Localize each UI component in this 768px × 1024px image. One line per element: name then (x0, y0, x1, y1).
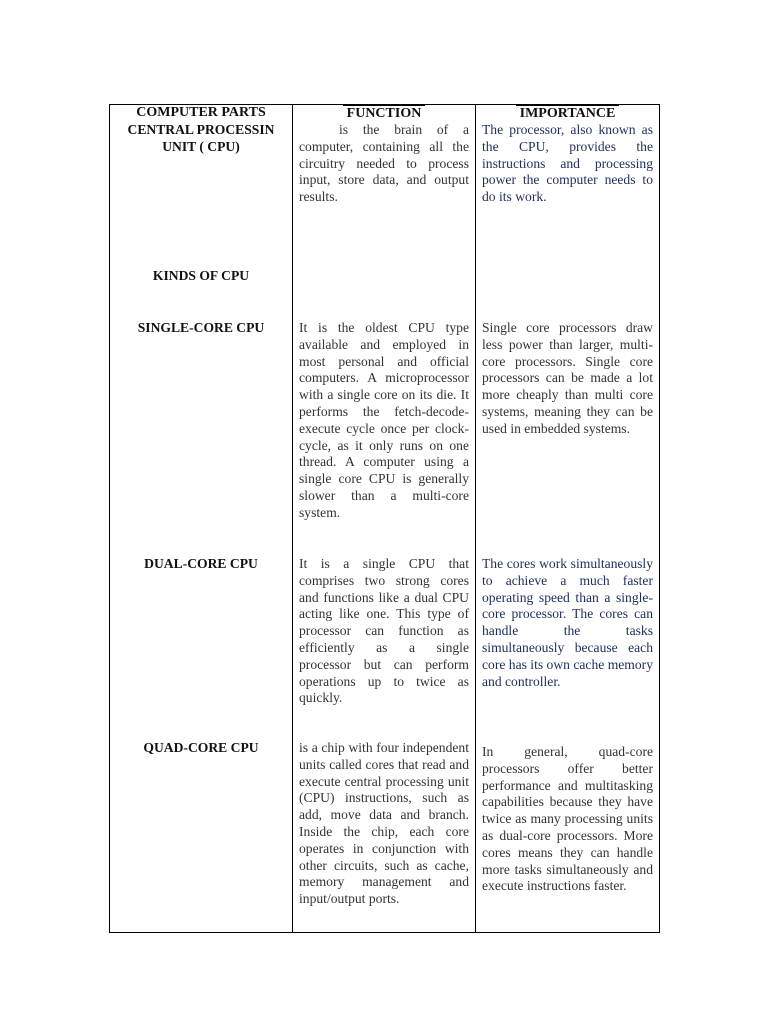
dual-core-label: DUAL-CORE CPU (110, 548, 293, 732)
cpu-function: is the brain of a computer, containing all the circuitry needed to process input, store data, and output results. (293, 122, 476, 268)
dual-core-function: It is a single CPU that comprises two strong cores and functions like a dual CPU acting like one. This type of processor can function as efficiently as a single processor but can perform operations up to twice as quickly. (293, 548, 476, 732)
cpu-label: CENTRAL PROCESSIN UNIT ( CPU) (110, 122, 293, 268)
single-core-function: It is the oldest CPU type available and employed in most personal and official computers. A microprocessor with a single core on its die. It performs the fetch-decode-execute cycle once per clock-cycle, as it only runs on one thread. A computer using a single core CPU is generally slower than a multi-core system. (293, 296, 476, 548)
header-function: FUNCTION (293, 105, 476, 123)
cpu-importance: The processor, also known as the CPU, provides the instructions and processing power the computer needs to do its work. (476, 122, 660, 268)
single-core-label: SINGLE-CORE CPU (110, 296, 293, 548)
table-header-row (110, 105, 660, 123)
single-core-importance: Single core processors draw less power than larger, multi-core processors. Single core processors can be made a lot more cheaply than multi core systems, meaning they can be used in embedded systems. (476, 296, 660, 548)
table-row-kinds (110, 268, 660, 296)
quad-core-label: QUAD-CORE CPU (110, 732, 293, 933)
table-row-quad-core (110, 732, 660, 933)
dual-core-importance: The cores work simultaneously to achieve a much faster operating speed than a single-core processor. The cores can handle the tasks simultaneously because each core has its own cache memory and controller. (476, 548, 660, 732)
kinds-of-cpu-label: KINDS OF CPU (110, 268, 293, 296)
header-computer-parts: COMPUTER PARTS (110, 105, 293, 123)
kinds-importance-empty (476, 268, 660, 296)
header-importance: IMPORTANCE (476, 105, 660, 123)
table-row-cpu (110, 122, 660, 268)
quad-core-function: is a chip with four independent units called cores that read and execute central processing unit (CPU) instructions, such as add, move data and branch. Inside the chip, each core operates in conjunction with other circuits, such as cache, memory management and input/output ports. (293, 732, 476, 933)
cpu-comparison-table (109, 104, 660, 933)
kinds-function-empty (293, 268, 476, 296)
quad-core-importance: In general, quad-core processors offer better performance and multitasking capabilities because they have twice as many processing units as dual-core processors. More cores means they can handle more tasks simultaneously and execute instructions faster. (476, 732, 660, 933)
table-row-dual-core (110, 548, 660, 732)
table-row-single-core (110, 296, 660, 548)
